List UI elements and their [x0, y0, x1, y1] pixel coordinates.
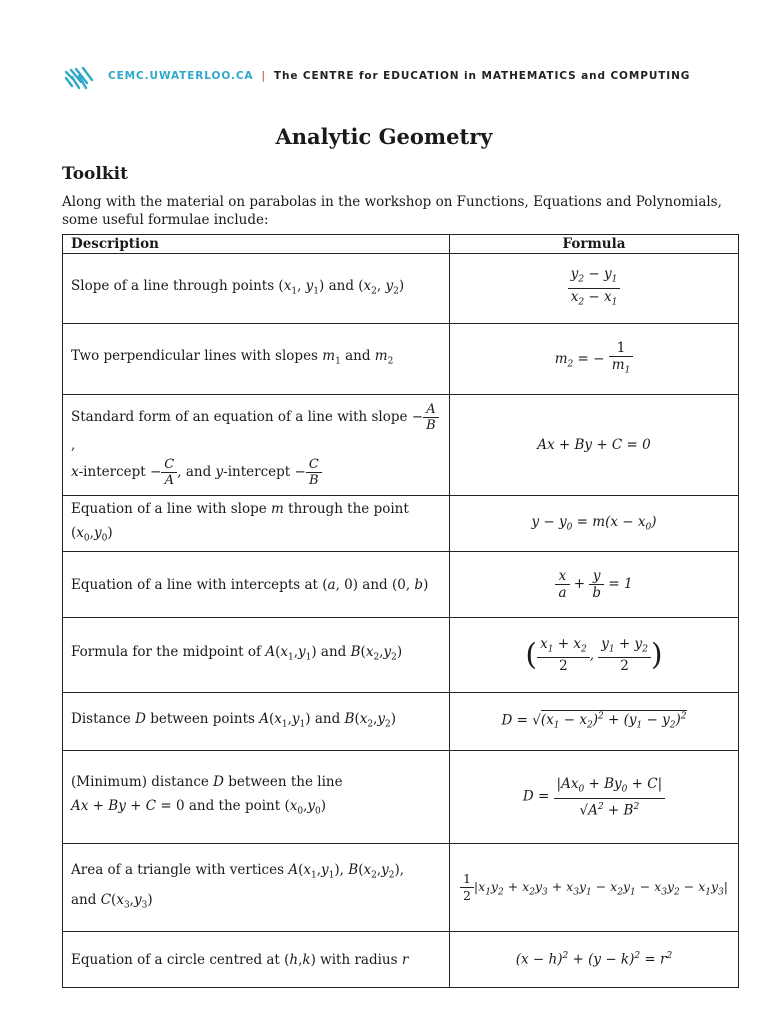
row-formula: Ax + By + C = 0 — [450, 395, 739, 496]
column-header-description: Description — [63, 235, 450, 254]
row-description: Equation of a circle centred at (h,k) with radius r — [63, 932, 450, 988]
row-description: (Minimum) distance D between the line Ax + By + C = 0 and the point $(x_0,y_0)$ — [63, 751, 450, 844]
table-row — [63, 324, 739, 395]
table-row — [63, 751, 739, 844]
page-header — [62, 56, 722, 96]
row-description: Formula for the midpoint of $A(x_1,y_1)$ and $B(x_2,y_2)$ — [63, 618, 450, 693]
page-title: Analytic Geometry — [275, 124, 493, 149]
organization-name: The CENTRE for EDUCATION in MATHEMATICS and COMPUTING — [273, 70, 691, 82]
row-formula: $\frac{y_2 - y_1}{x_2 - x_1}$ — [450, 254, 739, 324]
section-heading: Toolkit — [62, 164, 128, 184]
row-formula: D = $\frac{|Ax_0 + By_0 + C|}{√A^2 + B^2}$ — [450, 751, 739, 844]
table-row — [63, 496, 739, 552]
formula-table — [62, 234, 739, 988]
table-row — [63, 618, 739, 693]
row-formula: $\frac{x}{a}$ + $\frac{y}{b}$ = 1 — [450, 552, 739, 618]
cemc-logo-icon — [62, 58, 98, 94]
row-description: Slope of a line through points ($x_1$, $y_1$) and ($x_2$, $y_2$) — [63, 254, 450, 324]
row-formula: $D = √(x_1 - x_2)^2 + (y_1 - y_2)^2$ — [450, 693, 739, 751]
row-description: Standard form of an equation of a line with slope − $\frac{A}{B}$ , x-intercept − $\frac{C}{A}$ , and y-intercept − $\frac{C}{B}$ — [63, 395, 450, 496]
row-formula: ( $\frac{x_1 + x_2}{2}$ , $\frac{y_1 + y_2}{2}$ ) — [450, 618, 739, 693]
column-header-formula: Formula — [450, 235, 739, 254]
header-separator: | — [261, 70, 266, 82]
table-header-row — [63, 235, 739, 254]
row-description: Equation of a line with intercepts at (a, 0) and (0, b) — [63, 552, 450, 618]
site-url[interactable]: CEMC.UWATERLOO.CA — [108, 70, 254, 82]
row-formula: $m_2$ = − $\frac{1}{m_1}$ — [450, 324, 739, 395]
table-row — [63, 552, 739, 618]
row-formula: $y - y_0 = m(x - x_0)$ — [450, 496, 739, 552]
row-description: Area of a triangle with vertices $A(x_1,y_1)$, $B(x_2,y_2)$, and $C(x_3,y_3)$ — [63, 844, 450, 932]
intro-paragraph: Along with the material on parabolas in the workshop on Functions, Equations and Polynomials, some useful formulae include: — [62, 194, 722, 228]
row-formula: $(x - h)^2 + (y - k)^2 = r^2$ — [450, 932, 739, 988]
table-row — [63, 254, 739, 324]
table-row — [63, 844, 739, 932]
row-formula: $\frac{1}{2}$ $|x_1y_2 + x_2y_3 + x_3y_1 - x_2y_1 - x_3y_2 - x_1y_3|$ — [450, 844, 739, 932]
row-description: Equation of a line with slope m through the point $(x_0,y_0)$ — [63, 496, 450, 552]
table-row — [63, 693, 739, 751]
row-description: Two perpendicular lines with slopes $m_1$ and $m_2$ — [63, 324, 450, 395]
table-row — [63, 395, 739, 496]
table-row — [63, 932, 739, 988]
row-description: Distance D between points $A(x_1,y_1)$ and $B(x_2,y_2)$ — [63, 693, 450, 751]
